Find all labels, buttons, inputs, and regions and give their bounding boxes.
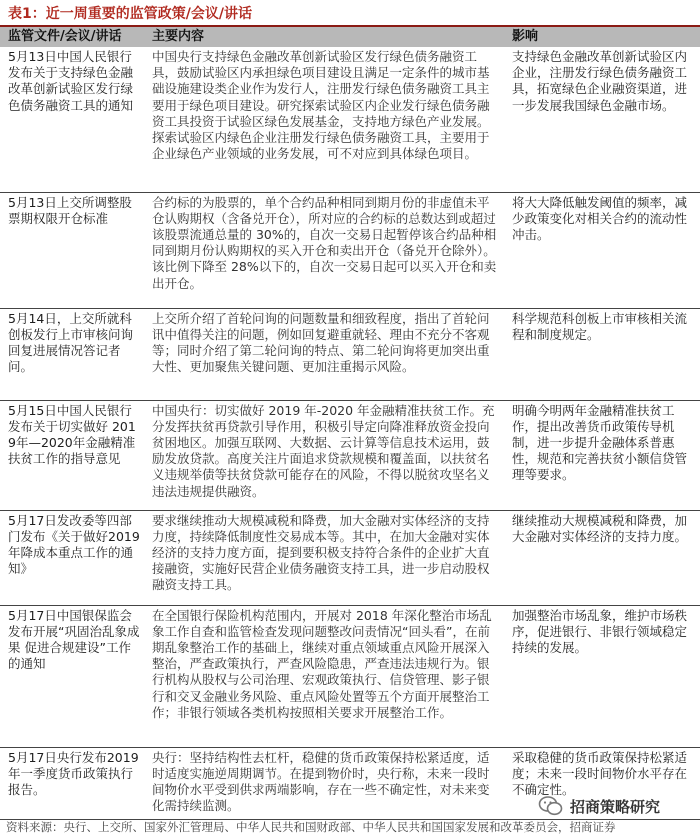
row-document: 5月17日央行发布2019年一季度货币政策执行报告。 bbox=[0, 747, 144, 819]
row-content: 中国央行支持绿色金融改革创新试验区发行绿色债务融资工具，鼓励试验区内承担绿色项目建设且满足一定条件的城市基础设施建设类企业作为发行人，注册发行绿色债务融资工具主要用于绿色项目建设。研究探索试验区内企业发行绿色债务融资工具投资于试验区绿色发展基金，支持地方绿色产业发展。探索试验区内绿色企业注册发行绿色债务融资工具，主要用于企业绿色产业领域的业务发展，可不对应到具体绿色项目。 bbox=[144, 47, 504, 192]
row-impact: 科学规范科创板上市审核相关流程和制度规定。 bbox=[504, 308, 700, 400]
watermark bbox=[538, 793, 660, 819]
header-document: 监管文件/会议/讲话 bbox=[8, 29, 122, 44]
row-content: 央行：坚持结构性去杠杆，稳健的货币政策保持松紧适度，适时适度实施逆周期调节。在提到物价时，央行称，未来一段时间物价水平受到供求两端影响，存在一些不确定性，对未来变化需持续监测。 bbox=[144, 747, 504, 819]
row-document: 5月13日上交所调整股票期权限开仓标准 bbox=[0, 192, 144, 308]
row-impact: 支持绿色金融改革创新试验区内企业，注册发行绿色债务融资工具，拓宽绿色企业融资渠道，进一步发展我国绿色金融市场。 bbox=[504, 47, 700, 192]
row-content: 中国央行：切实做好 2019 年-2020 年金融精准扶贫工作。充分发挥扶贫再贷款引导作用，积极引导定向降准释放资金投向贫困地区。加强互联网、大数据、云计算等信息技术运用，鼓励发放贷款。高度关注片面追求贷款规模和覆盖面，以扶贫名义违规举债等扶贫贷款可能存在的风险，不得以脱贫攻坚名义违法违规提供融资。 bbox=[144, 400, 504, 510]
row-document: 5月14日，上交所就科创板发行上市审核问询回复进展情况答记者问。 bbox=[0, 308, 144, 400]
row-document: 5月17日发改委等四部门发布《关于做好2019年降成本重点工作的通知》 bbox=[0, 510, 144, 605]
table-header bbox=[0, 27, 700, 47]
table-row bbox=[0, 605, 700, 747]
source-note: 资料来源：央行、上交所、国家外汇管理局、中华人民共和国财政部、中华人民共和国国家发展和改革委员会，招商证券 bbox=[6, 820, 616, 834]
row-impact: 继续推动大规模减税和降费，加大金融对实体经济的支持力度。 bbox=[504, 510, 700, 605]
table-row bbox=[0, 308, 700, 400]
row-impact: 将大大降低触发阈值的频率，减少政策变化对相关合约的流动性冲击。 bbox=[504, 192, 700, 308]
header-content: 主要内容 bbox=[152, 29, 205, 44]
wechat-logo-icon bbox=[538, 793, 564, 819]
table-row bbox=[0, 510, 700, 605]
row-content: 要求继续推动大规模减税和降费，加大金融对实体经济的支持力度，持续降低制度性交易成本等。其中，在加大金融对实体经济的支持力度方面，提到要积极支持符合条件的企业扩大直接融资，实施好民营企业债务融资支持工具，进一步启动股权融资支持工具。 bbox=[144, 510, 504, 605]
table-row bbox=[0, 47, 700, 192]
table-row bbox=[0, 400, 700, 510]
table-title: 表1：近一周重要的监管政策/会议/讲话 bbox=[8, 6, 252, 22]
row-impact: 加强整治市场乱象，维护市场秩序，促进银行、非银行领域稳定持续的发展。 bbox=[504, 605, 700, 747]
table-row bbox=[0, 192, 700, 308]
row-document: 5月15日中国人民银行发布关于切实做好 2019年—2020年金融精准扶贫工作的指导意见 bbox=[0, 400, 144, 510]
row-content: 在全国银行保险机构范围内，开展对 2018 年深化整治市场乱象工作自查和监管检查发现问题整改问责情况“回头看”，在前期乱象整治工作的基础上，继续对重点领域重点风险开展深入整治，严查政策执行，严查风险隐患，严查违法违规行为。银行机构从股权与公司治理、宏观政策执行、信贷管理、影子银行和交叉金融业务风险、重点风险处置等五个方面开展整治工作；非银行领域各类机构按照相关要求开展整治工作。 bbox=[144, 605, 504, 747]
row-document: 5月17日中国银保监会发布开展“巩固治乱象成果 促进合规建设”工作的通知 bbox=[0, 605, 144, 747]
row-impact: 采取稳健的货币政策保持松紧适度；未来一段时间物价水平存在不确定性。 bbox=[504, 747, 700, 819]
row-document: 5月13日中国人民银行发布关于支持绿色金融改革创新试验区发行绿色债务融资工具的通知 bbox=[0, 47, 144, 192]
watermark-text: 招商策略研究 bbox=[570, 797, 661, 816]
header-impact: 影响 bbox=[512, 29, 539, 44]
row-impact: 明确今明两年金融精准扶贫工作，提出改善货币政策传导机制，进一步提升金融体系普惠性，规范和完善扶贫小额信贷管理等要求。 bbox=[504, 400, 700, 510]
policy-table bbox=[0, 47, 700, 820]
row-content: 合约标的为股票的，单个合约品种相同到期月份的非虚值未平仓认购期权（含备兑开仓），所对应的合约标的总数达到或超过该股票流通总量的 30%的，自次一交易日起暂停该合约品种相同到期月份认购期权的买入开仓和卖出开仓（备兑开仓除外）。该比例下降至 28%以下的，自次一交易日起可以买入开仓和卖出开仓。 bbox=[144, 192, 504, 308]
row-content: 上交所介绍了首轮问询的问题数量和细致程度，指出了首轮问讯中值得关注的问题，例如回复避重就轻、理由不充分不客观等；同时介绍了第二轮问询的特点、第二轮问询将更加突出重大性、更加聚焦关键问题、更加注重揭示风险。 bbox=[144, 308, 504, 400]
